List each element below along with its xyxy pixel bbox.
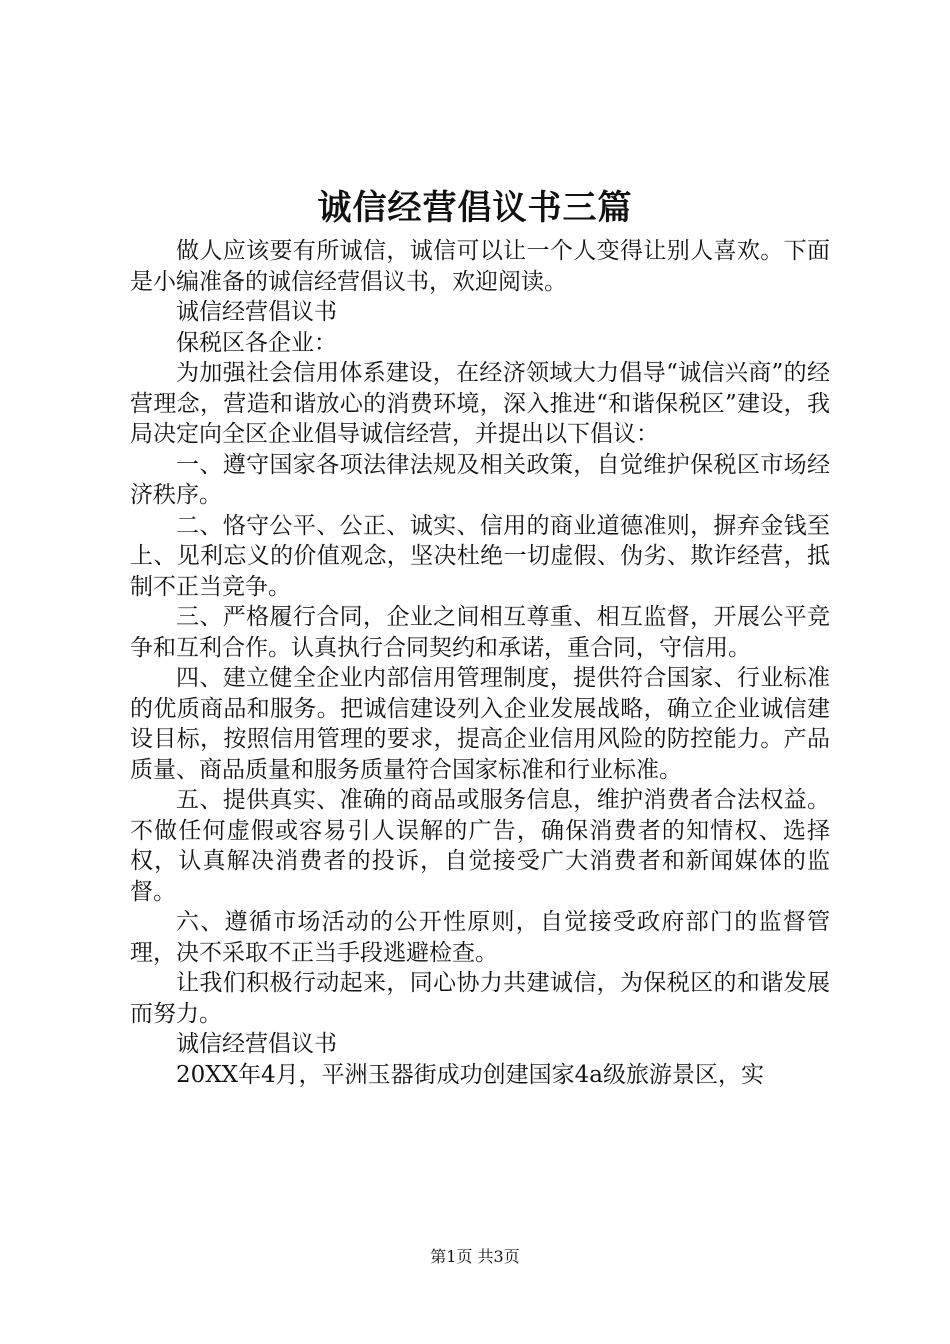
salutation: 保税区各企业：	[176, 329, 337, 356]
document-body	[130, 236, 830, 1090]
proposal-item-2: 二、恪守公平、公正、诚实、信用的商业道德准则，摒弃金钱至上、见利忘义的价值观念，坚决杜绝一切虚假、伪劣、欺诈经营，抵制不正当竞争。	[130, 512, 830, 600]
section-heading-2: 诚信经营倡议书	[176, 1031, 337, 1057]
proposal-item-1: 一、遵守国家各项法律法规及相关政策，自觉维护保税区市场经济秩序。	[130, 451, 830, 508]
proposal-item-6: 六、遵循市场活动的公开性原则，自觉接受政府部门的监督管理，决不采取不正当手段逃避检查。	[130, 909, 830, 966]
paragraph: 20XX年4月，平洲玉器街成功创建国家4a级旅游景区，实	[176, 1061, 764, 1088]
proposal-item-3: 三、严格履行合同，企业之间相互尊重、相互监督，开展公平竞争和互利合作。认真执行合同契约和承诺，重合同，守信用。	[130, 604, 830, 661]
document-title: 诚信经营倡议书三篇	[317, 188, 633, 228]
proposal-item-5: 五、提供真实、准确的商品或服务信息，维护消费者合法权益。不做任何虚假或容易引人误解的广告，确保消费者的知情权、选择权，认真解决消费者的投诉，自觉接受广大消费者和新闻媒体的监督。	[130, 787, 830, 905]
proposal-item-4: 四、建立健全企业内部信用管理制度，提供符合国家、行业标准的优质商品和服务。把诚信建设列入企业发展战略，确立企业诚信建设目标，按照信用管理的要求，提高企业信用风险的防控能力。产品质量、商品质量和服务质量符合国家标准和行业标准。	[130, 665, 830, 783]
page-footer: 第1页 共3页	[430, 1247, 520, 1266]
paragraph: 为加强社会信用体系建设，在经济领域大力倡导“诚信兴商”的经营理念，营造和谐放心的消费环境，深入推进“和谐保税区”建设，我局决定向全区企业倡导诚信经营，并提出以下倡议：	[130, 360, 830, 447]
section-heading: 诚信经营倡议书	[176, 299, 337, 325]
intro-paragraph: 做人应该要有所诚信，诚信可以让一个人变得让别人喜欢。下面是小编准备的诚信经营倡议书，欢迎阅读。	[130, 238, 830, 295]
closing-paragraph: 让我们积极行动起来，同心协力共建诚信，为保税区的和谐发展而努力。	[130, 970, 830, 1027]
